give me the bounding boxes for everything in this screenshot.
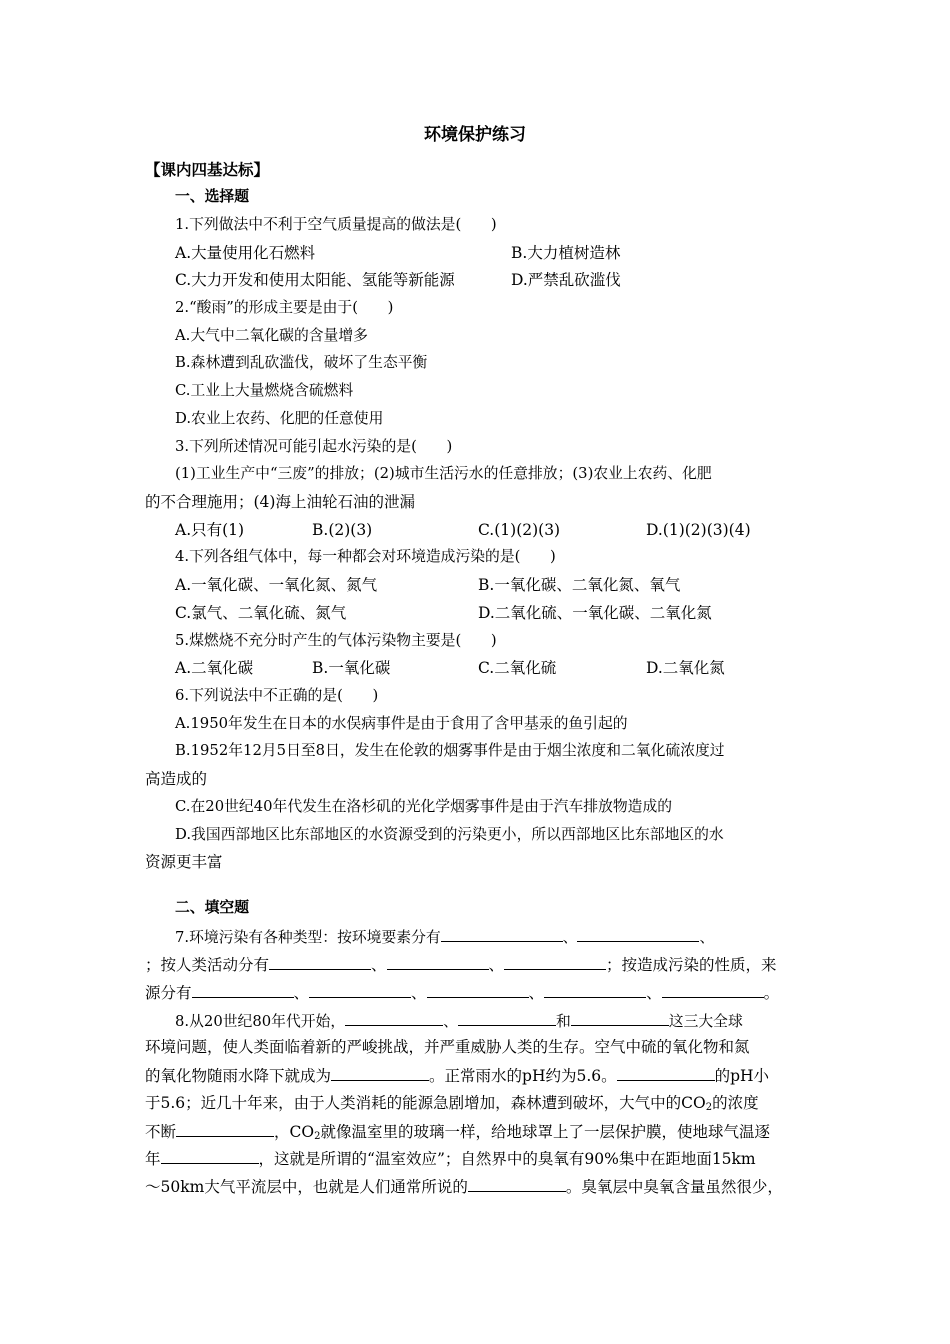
answer-blank[interactable] <box>662 982 764 998</box>
q7-sep: 、 <box>562 929 578 946</box>
q8-text: 。臭氧层中臭氧含量虽然很少， <box>565 1178 783 1196</box>
q3-option-b: B.(2)(3) <box>312 521 373 539</box>
q2-option-d: D.农业上农药、化肥的任意使用 <box>175 410 384 427</box>
answer-blank[interactable] <box>192 982 294 998</box>
q8-text: 。正常雨水的pH约为5.6。 <box>429 1067 617 1085</box>
q8-line7 <box>145 1176 813 1197</box>
q3-option-a: A.只有(1) <box>175 521 245 539</box>
q7-end: 。 <box>763 984 780 1002</box>
q7-sep: 、 <box>371 956 387 974</box>
answer-blank[interactable] <box>427 982 529 998</box>
answer-blank[interactable] <box>577 926 699 942</box>
q8-text: 8.从20世纪80年代开始， <box>175 1013 346 1030</box>
q4-stem: 4.下列各组气体中，每一种都会对环境造成污染的是( ) <box>175 548 556 565</box>
part1-heading: 一、选择题 <box>175 188 249 205</box>
q1-option-a: A.大量使用化石燃料 <box>175 244 316 262</box>
q3-line1: (1)工业生产中“三废”的排放；(2)城市生活污水的任意排放；(3)农业上农药、化肥 <box>175 465 712 482</box>
q7-sep: 、 <box>528 984 545 1002</box>
part2-heading: 二、填空题 <box>175 899 249 916</box>
q6-option-b-line1: B.1952年12月5日至8日，发生在伦敦的烟雾事件是由于烟尘浓度和二氧化硫浓度过 <box>175 742 725 759</box>
q7-line2 <box>145 954 813 975</box>
answer-blank[interactable] <box>345 1010 443 1026</box>
answer-blank[interactable] <box>269 954 371 970</box>
q5-option-a: A.二氧化碳 <box>175 659 254 677</box>
answer-blank[interactable] <box>504 954 606 970</box>
answer-blank[interactable] <box>458 1010 556 1026</box>
q1-option-b: B.大力植树造林 <box>511 244 621 262</box>
q8-line5 <box>145 1121 813 1147</box>
answer-blank[interactable] <box>571 1010 669 1026</box>
q7-sep: 、 <box>699 929 715 946</box>
q7-sep: 、 <box>293 984 310 1002</box>
q8-text: ～50km大气平流层中，也就是人们通常所说的 <box>145 1178 468 1196</box>
q4-option-a: A.一氧化碳、一氧化氮、氮气 <box>175 576 378 594</box>
q4-option-c: C.氯气、二氧化硫、氮气 <box>175 604 347 622</box>
q7-line3 <box>145 982 813 1003</box>
answer-blank[interactable] <box>309 982 411 998</box>
q6-option-c: C.在20世纪40年代发生在洛杉矶的光化学烟雾事件是由于汽车排放物造成的 <box>175 798 673 815</box>
q5-option-b: B.一氧化碳 <box>312 659 391 677</box>
q7-text: ；按人类活动分有 <box>145 956 270 974</box>
q8-text: 的pH小 <box>714 1067 770 1085</box>
q7-text: ；按造成污染的性质，来 <box>606 956 777 974</box>
q7-sep: 、 <box>411 984 427 1002</box>
q8-sep: 和 <box>555 1013 571 1030</box>
q7-text: 7.环境污染有各种类型：按环境要素分有 <box>175 929 441 946</box>
q2-option-a: A.大气中二氧化碳的含量增多 <box>175 327 368 344</box>
q7-text: 源分有 <box>145 984 192 1002</box>
q5-option-d: D.二氧化氮 <box>646 659 725 677</box>
q8-subscript: 2 <box>705 1102 713 1113</box>
answer-blank[interactable] <box>468 1176 566 1192</box>
q1-option-c: C.大力开发和使用太阳能、氢能等新能源 <box>175 271 455 289</box>
q8-text: 于5.6；近几十年来，由于人类消耗的能源急剧增加，森林遭到破坏，大气中的CO <box>145 1094 706 1112</box>
q8-text: 这三大全球 <box>668 1013 743 1030</box>
q8-subscript: 2 <box>314 1131 321 1142</box>
q3-stem: 3.下列所述情况可能引起水污染的是( ) <box>175 438 453 455</box>
q5-option-c: C.二氧化硫 <box>478 659 557 677</box>
q6-option-a: A.1950年发生在日本的水俣病事件是由于食用了含甲基汞的鱼引起的 <box>175 715 628 732</box>
q8-line2: 环境问题，使人类面临着新的严峻挑战，并严重威胁人类的生存。空气中硫的氧化物和氮 <box>145 1038 750 1056</box>
section-header: 【课内四基达标】 <box>145 161 270 179</box>
q8-line6 <box>145 1148 813 1169</box>
q8-text: ，这就是所谓的“温室效应”；自然界中的臭氧有90%集中在距地面15km <box>258 1150 756 1168</box>
q2-option-c: C.工业上大量燃烧含硫燃料 <box>175 382 354 399</box>
q8-sep: 、 <box>443 1013 458 1030</box>
q6-option-d-line1: D.我国西部地区比东部地区的水资源受到的污染更小，所以西部地区比东部地区的水 <box>175 826 724 843</box>
q2-option-b: B.森林遭到乱砍滥伐，破坏了生态平衡 <box>175 354 428 371</box>
answer-blank[interactable] <box>176 1121 274 1137</box>
q4-option-d: D.二氧化硫、一氧化碳、二氧化氮 <box>478 604 712 622</box>
answer-blank[interactable] <box>161 1148 259 1164</box>
q2-stem: 2.“酸雨”的形成主要是由于( ) <box>175 299 394 316</box>
answer-blank[interactable] <box>387 954 489 970</box>
q8-text: 年 <box>145 1150 161 1168</box>
q7-line1 <box>175 926 843 948</box>
q4-option-b: B.一氧化碳、二氧化氮、氧气 <box>478 576 681 594</box>
q6-option-d-line2: 资源更丰富 <box>145 853 223 871</box>
answer-blank[interactable] <box>441 926 563 942</box>
answer-blank[interactable] <box>544 982 646 998</box>
q7-sep: 、 <box>646 984 662 1002</box>
answer-blank[interactable] <box>331 1065 429 1081</box>
answer-blank[interactable] <box>617 1065 715 1081</box>
q8-line1 <box>175 1010 843 1032</box>
q8-text: ，CO <box>274 1123 315 1141</box>
q8-text: 的氧化物随雨水降下就成为 <box>145 1067 332 1085</box>
q1-stem: 1.下列做法中不利于空气质量提高的做法是( ) <box>175 216 497 233</box>
q3-option-c: C.(1)(2)(3) <box>478 521 561 539</box>
q1-option-d: D.严禁乱砍滥伐 <box>511 271 621 289</box>
q8-text: 就像温室里的玻璃一样，给地球罩上了一层保护膜，使地球气温逐 <box>320 1123 770 1141</box>
q8-text: 的浓度 <box>712 1094 759 1112</box>
q7-sep: 、 <box>488 956 505 974</box>
q8-text: 不断 <box>145 1123 177 1141</box>
page-title: 环境保护练习 <box>424 125 526 145</box>
q6-stem: 6.下列说法中不正确的是( ) <box>175 687 379 704</box>
q8-line3 <box>145 1065 813 1086</box>
q3-option-d: D.(1)(2)(3)(4) <box>646 521 751 539</box>
q3-line2: 的不合理施用；(4)海上油轮石油的泄漏 <box>145 493 415 511</box>
q5-stem: 5.煤燃烧不充分时产生的气体污染物主要是( ) <box>175 632 497 649</box>
q8-line4 <box>145 1093 813 1118</box>
q6-option-b-line2: 高造成的 <box>145 770 208 788</box>
